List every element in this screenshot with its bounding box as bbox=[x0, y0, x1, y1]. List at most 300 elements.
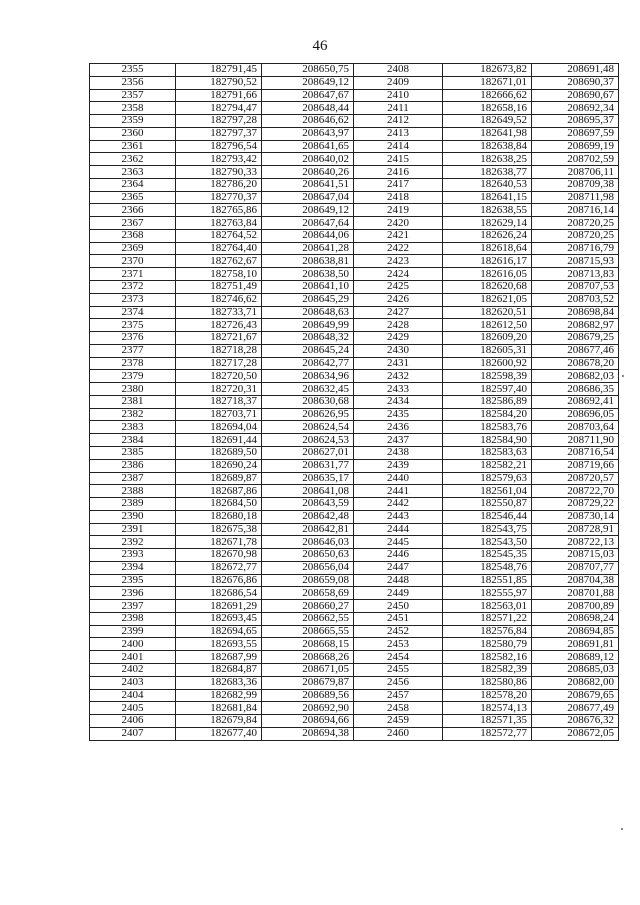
table-row bbox=[90, 89, 619, 102]
y-coordinate-cell: 208690,37 bbox=[532, 76, 619, 89]
y-coordinate-cell: 208641,65 bbox=[262, 140, 354, 153]
y-coordinate-cell: 208638,50 bbox=[262, 268, 354, 281]
point-number-cell: 2377 bbox=[90, 344, 176, 357]
y-coordinate-cell: 208697,59 bbox=[532, 127, 619, 140]
x-coordinate-cell: 182733,71 bbox=[176, 306, 262, 319]
point-number-cell: 2355 bbox=[90, 64, 176, 77]
point-number-cell: 2389 bbox=[90, 498, 176, 511]
x-coordinate-cell: 182546,44 bbox=[443, 510, 532, 523]
y-coordinate-cell: 208630,68 bbox=[262, 395, 354, 408]
y-coordinate-cell: 208641,51 bbox=[262, 178, 354, 191]
table-row bbox=[90, 115, 619, 128]
y-coordinate-cell: 208641,28 bbox=[262, 242, 354, 255]
table-row bbox=[90, 395, 619, 408]
point-number-cell: 2383 bbox=[90, 421, 176, 434]
point-number-cell: 2406 bbox=[90, 715, 176, 728]
x-coordinate-cell: 182794,47 bbox=[176, 102, 262, 115]
point-number-cell: 2374 bbox=[90, 306, 176, 319]
x-coordinate-cell: 182791,45 bbox=[176, 64, 262, 77]
scan-speck bbox=[621, 828, 623, 830]
x-coordinate-cell: 182691,44 bbox=[176, 434, 262, 447]
point-number-cell: 2399 bbox=[90, 625, 176, 638]
table-row bbox=[90, 229, 619, 242]
table-row bbox=[90, 178, 619, 191]
x-coordinate-cell: 182609,20 bbox=[443, 332, 532, 345]
x-coordinate-cell: 182638,25 bbox=[443, 153, 532, 166]
table-row bbox=[90, 472, 619, 485]
y-coordinate-cell: 208682,97 bbox=[532, 319, 619, 332]
point-number-cell: 2460 bbox=[354, 727, 443, 740]
point-number-cell: 2396 bbox=[90, 587, 176, 600]
x-coordinate-cell: 182580,79 bbox=[443, 638, 532, 651]
y-coordinate-cell: 208686,35 bbox=[532, 383, 619, 396]
x-coordinate-cell: 182543,50 bbox=[443, 536, 532, 549]
y-coordinate-cell: 208679,25 bbox=[532, 332, 619, 345]
point-number-cell: 2415 bbox=[354, 153, 443, 166]
point-number-cell: 2437 bbox=[354, 434, 443, 447]
x-coordinate-cell: 182796,54 bbox=[176, 140, 262, 153]
y-coordinate-cell: 208706,11 bbox=[532, 166, 619, 179]
y-coordinate-cell: 208698,24 bbox=[532, 612, 619, 625]
y-coordinate-cell: 208679,65 bbox=[532, 689, 619, 702]
y-coordinate-cell: 208642,77 bbox=[262, 357, 354, 370]
y-coordinate-cell: 208647,04 bbox=[262, 191, 354, 204]
x-coordinate-cell: 182718,28 bbox=[176, 344, 262, 357]
y-coordinate-cell: 208704,38 bbox=[532, 574, 619, 587]
point-number-cell: 2402 bbox=[90, 663, 176, 676]
y-coordinate-cell: 208696,05 bbox=[532, 408, 619, 421]
y-coordinate-cell: 208640,02 bbox=[262, 153, 354, 166]
point-number-cell: 2392 bbox=[90, 536, 176, 549]
point-number-cell: 2458 bbox=[354, 702, 443, 715]
point-number-cell: 2379 bbox=[90, 370, 176, 383]
x-coordinate-cell: 182691,29 bbox=[176, 600, 262, 613]
coordinates-table bbox=[89, 63, 619, 741]
y-coordinate-cell: 208676,32 bbox=[532, 715, 619, 728]
table-row bbox=[90, 446, 619, 459]
table-row bbox=[90, 153, 619, 166]
x-coordinate-cell: 182584,20 bbox=[443, 408, 532, 421]
point-number-cell: 2436 bbox=[354, 421, 443, 434]
point-number-cell: 2393 bbox=[90, 549, 176, 562]
x-coordinate-cell: 182764,52 bbox=[176, 229, 262, 242]
y-coordinate-cell: 208720,25 bbox=[532, 217, 619, 230]
point-number-cell: 2388 bbox=[90, 485, 176, 498]
table-row bbox=[90, 625, 619, 638]
x-coordinate-cell: 182629,14 bbox=[443, 217, 532, 230]
x-coordinate-cell: 182571,35 bbox=[443, 715, 532, 728]
point-number-cell: 2394 bbox=[90, 561, 176, 574]
x-coordinate-cell: 182751,49 bbox=[176, 281, 262, 294]
y-coordinate-cell: 208682,00 bbox=[532, 676, 619, 689]
point-number-cell: 2398 bbox=[90, 612, 176, 625]
x-coordinate-cell: 182666,62 bbox=[443, 89, 532, 102]
x-coordinate-cell: 182694,65 bbox=[176, 625, 262, 638]
y-coordinate-cell: 208720,25 bbox=[532, 229, 619, 242]
point-number-cell: 2395 bbox=[90, 574, 176, 587]
point-number-cell: 2387 bbox=[90, 472, 176, 485]
point-number-cell: 2367 bbox=[90, 217, 176, 230]
x-coordinate-cell: 182543,75 bbox=[443, 523, 532, 536]
x-coordinate-cell: 182687,86 bbox=[176, 485, 262, 498]
point-number-cell: 2407 bbox=[90, 727, 176, 740]
point-number-cell: 2453 bbox=[354, 638, 443, 651]
point-number-cell: 2361 bbox=[90, 140, 176, 153]
table-row bbox=[90, 319, 619, 332]
x-coordinate-cell: 182572,77 bbox=[443, 727, 532, 740]
x-coordinate-cell: 182658,16 bbox=[443, 102, 532, 115]
table-row bbox=[90, 332, 619, 345]
table-row bbox=[90, 64, 619, 77]
x-coordinate-cell: 182791,66 bbox=[176, 89, 262, 102]
x-coordinate-cell: 182649,52 bbox=[443, 115, 532, 128]
y-coordinate-cell: 208642,81 bbox=[262, 523, 354, 536]
y-coordinate-cell: 208650,75 bbox=[262, 64, 354, 77]
x-coordinate-cell: 182684,50 bbox=[176, 498, 262, 511]
y-coordinate-cell: 208624,53 bbox=[262, 434, 354, 447]
table-row bbox=[90, 612, 619, 625]
table-row bbox=[90, 421, 619, 434]
y-coordinate-cell: 208692,90 bbox=[262, 702, 354, 715]
table-row bbox=[90, 676, 619, 689]
point-number-cell: 2359 bbox=[90, 115, 176, 128]
point-number-cell: 2418 bbox=[354, 191, 443, 204]
x-coordinate-cell: 182672,77 bbox=[176, 561, 262, 574]
point-number-cell: 2438 bbox=[354, 446, 443, 459]
y-coordinate-cell: 208702,59 bbox=[532, 153, 619, 166]
x-coordinate-cell: 182583,76 bbox=[443, 421, 532, 434]
point-number-cell: 2365 bbox=[90, 191, 176, 204]
x-coordinate-cell: 182797,28 bbox=[176, 115, 262, 128]
point-number-cell: 2369 bbox=[90, 242, 176, 255]
y-coordinate-cell: 208624,54 bbox=[262, 421, 354, 434]
table-row bbox=[90, 268, 619, 281]
point-number-cell: 2371 bbox=[90, 268, 176, 281]
x-coordinate-cell: 182720,50 bbox=[176, 370, 262, 383]
x-coordinate-cell: 182793,42 bbox=[176, 153, 262, 166]
y-coordinate-cell: 208678,20 bbox=[532, 357, 619, 370]
y-coordinate-cell: 208642,48 bbox=[262, 510, 354, 523]
point-number-cell: 2412 bbox=[354, 115, 443, 128]
x-coordinate-cell: 182790,52 bbox=[176, 76, 262, 89]
point-number-cell: 2442 bbox=[354, 498, 443, 511]
x-coordinate-cell: 182640,53 bbox=[443, 178, 532, 191]
point-number-cell: 2432 bbox=[354, 370, 443, 383]
y-coordinate-cell: 208648,44 bbox=[262, 102, 354, 115]
point-number-cell: 2426 bbox=[354, 293, 443, 306]
y-coordinate-cell: 208689,56 bbox=[262, 689, 354, 702]
y-coordinate-cell: 208643,97 bbox=[262, 127, 354, 140]
x-coordinate-cell: 182686,54 bbox=[176, 587, 262, 600]
point-number-cell: 2429 bbox=[354, 332, 443, 345]
y-coordinate-cell: 208646,03 bbox=[262, 536, 354, 549]
point-number-cell: 2430 bbox=[354, 344, 443, 357]
x-coordinate-cell: 182763,84 bbox=[176, 217, 262, 230]
x-coordinate-cell: 182679,84 bbox=[176, 715, 262, 728]
point-number-cell: 2400 bbox=[90, 638, 176, 651]
x-coordinate-cell: 182671,78 bbox=[176, 536, 262, 549]
point-number-cell: 2363 bbox=[90, 166, 176, 179]
table-row bbox=[90, 536, 619, 549]
x-coordinate-cell: 182545,35 bbox=[443, 549, 532, 562]
point-number-cell: 2382 bbox=[90, 408, 176, 421]
point-number-cell: 2411 bbox=[354, 102, 443, 115]
y-coordinate-cell: 208685,03 bbox=[532, 663, 619, 676]
x-coordinate-cell: 182583,63 bbox=[443, 446, 532, 459]
x-coordinate-cell: 182626,24 bbox=[443, 229, 532, 242]
point-number-cell: 2445 bbox=[354, 536, 443, 549]
point-number-cell: 2425 bbox=[354, 281, 443, 294]
table-row bbox=[90, 549, 619, 562]
table-row bbox=[90, 638, 619, 651]
table-row bbox=[90, 191, 619, 204]
coordinates-table-body bbox=[90, 64, 619, 741]
point-number-cell: 2451 bbox=[354, 612, 443, 625]
y-coordinate-cell: 208647,67 bbox=[262, 89, 354, 102]
y-coordinate-cell: 208677,46 bbox=[532, 344, 619, 357]
x-coordinate-cell: 182580,86 bbox=[443, 676, 532, 689]
x-coordinate-cell: 182790,33 bbox=[176, 166, 262, 179]
point-number-cell: 2409 bbox=[354, 76, 443, 89]
table-row bbox=[90, 459, 619, 472]
table-row bbox=[90, 127, 619, 140]
table-row bbox=[90, 727, 619, 740]
point-number-cell: 2368 bbox=[90, 229, 176, 242]
point-number-cell: 2419 bbox=[354, 204, 443, 217]
y-coordinate-cell: 208715,93 bbox=[532, 255, 619, 268]
y-coordinate-cell: 208672,05 bbox=[532, 727, 619, 740]
x-coordinate-cell: 182548,76 bbox=[443, 561, 532, 574]
point-number-cell: 2413 bbox=[354, 127, 443, 140]
x-coordinate-cell: 182687,99 bbox=[176, 651, 262, 664]
x-coordinate-cell: 182616,17 bbox=[443, 255, 532, 268]
point-number-cell: 2434 bbox=[354, 395, 443, 408]
table-row bbox=[90, 510, 619, 523]
y-coordinate-cell: 208711,90 bbox=[532, 434, 619, 447]
y-coordinate-cell: 208638,81 bbox=[262, 255, 354, 268]
table-row bbox=[90, 293, 619, 306]
point-number-cell: 2422 bbox=[354, 242, 443, 255]
table-row bbox=[90, 344, 619, 357]
y-coordinate-cell: 208716,54 bbox=[532, 446, 619, 459]
point-number-cell: 2446 bbox=[354, 549, 443, 562]
table-row bbox=[90, 242, 619, 255]
y-coordinate-cell: 208644,06 bbox=[262, 229, 354, 242]
x-coordinate-cell: 182682,99 bbox=[176, 689, 262, 702]
y-coordinate-cell: 208650,63 bbox=[262, 549, 354, 562]
y-coordinate-cell: 208716,79 bbox=[532, 242, 619, 255]
x-coordinate-cell: 182582,39 bbox=[443, 663, 532, 676]
point-number-cell: 2444 bbox=[354, 523, 443, 536]
y-coordinate-cell: 208659,08 bbox=[262, 574, 354, 587]
x-coordinate-cell: 182689,87 bbox=[176, 472, 262, 485]
point-number-cell: 2360 bbox=[90, 127, 176, 140]
point-number-cell: 2448 bbox=[354, 574, 443, 587]
x-coordinate-cell: 182576,84 bbox=[443, 625, 532, 638]
y-coordinate-cell: 208690,67 bbox=[532, 89, 619, 102]
point-number-cell: 2385 bbox=[90, 446, 176, 459]
point-number-cell: 2423 bbox=[354, 255, 443, 268]
point-number-cell: 2364 bbox=[90, 178, 176, 191]
y-coordinate-cell: 208641,08 bbox=[262, 485, 354, 498]
y-coordinate-cell: 208662,55 bbox=[262, 612, 354, 625]
x-coordinate-cell: 182764,40 bbox=[176, 242, 262, 255]
point-number-cell: 2427 bbox=[354, 306, 443, 319]
point-number-cell: 2428 bbox=[354, 319, 443, 332]
point-number-cell: 2449 bbox=[354, 587, 443, 600]
y-coordinate-cell: 208719,66 bbox=[532, 459, 619, 472]
y-coordinate-cell: 208649,99 bbox=[262, 319, 354, 332]
y-coordinate-cell: 208711,98 bbox=[532, 191, 619, 204]
page-number: 46 bbox=[312, 38, 328, 54]
table-row bbox=[90, 408, 619, 421]
x-coordinate-cell: 182718,37 bbox=[176, 395, 262, 408]
table-row bbox=[90, 600, 619, 613]
point-number-cell: 2416 bbox=[354, 166, 443, 179]
point-number-cell: 2362 bbox=[90, 153, 176, 166]
x-coordinate-cell: 182758,10 bbox=[176, 268, 262, 281]
y-coordinate-cell: 208694,38 bbox=[262, 727, 354, 740]
y-coordinate-cell: 208647,64 bbox=[262, 217, 354, 230]
x-coordinate-cell: 182550,87 bbox=[443, 498, 532, 511]
table-row bbox=[90, 663, 619, 676]
y-coordinate-cell: 208626,95 bbox=[262, 408, 354, 421]
table-row bbox=[90, 281, 619, 294]
y-coordinate-cell: 208722,70 bbox=[532, 485, 619, 498]
x-coordinate-cell: 182597,40 bbox=[443, 383, 532, 396]
y-coordinate-cell: 208703,52 bbox=[532, 293, 619, 306]
table-row bbox=[90, 166, 619, 179]
point-number-cell: 2452 bbox=[354, 625, 443, 638]
x-coordinate-cell: 182684,87 bbox=[176, 663, 262, 676]
x-coordinate-cell: 182703,71 bbox=[176, 408, 262, 421]
x-coordinate-cell: 182561,04 bbox=[443, 485, 532, 498]
point-number-cell: 2435 bbox=[354, 408, 443, 421]
y-coordinate-cell: 208689,12 bbox=[532, 651, 619, 664]
y-coordinate-cell: 208699,19 bbox=[532, 140, 619, 153]
x-coordinate-cell: 182670,98 bbox=[176, 549, 262, 562]
x-coordinate-cell: 182620,68 bbox=[443, 281, 532, 294]
table-row bbox=[90, 689, 619, 702]
y-coordinate-cell: 208646,62 bbox=[262, 115, 354, 128]
y-coordinate-cell: 208729,22 bbox=[532, 498, 619, 511]
x-coordinate-cell: 182681,84 bbox=[176, 702, 262, 715]
x-coordinate-cell: 182618,64 bbox=[443, 242, 532, 255]
y-coordinate-cell: 208700,89 bbox=[532, 600, 619, 613]
table-row bbox=[90, 574, 619, 587]
x-coordinate-cell: 182638,84 bbox=[443, 140, 532, 153]
point-number-cell: 2456 bbox=[354, 676, 443, 689]
point-number-cell: 2431 bbox=[354, 357, 443, 370]
x-coordinate-cell: 182721,67 bbox=[176, 332, 262, 345]
point-number-cell: 2397 bbox=[90, 600, 176, 613]
x-coordinate-cell: 182765,86 bbox=[176, 204, 262, 217]
x-coordinate-cell: 182673,82 bbox=[443, 64, 532, 77]
y-coordinate-cell: 208641,10 bbox=[262, 281, 354, 294]
point-number-cell: 2405 bbox=[90, 702, 176, 715]
x-coordinate-cell: 182689,50 bbox=[176, 446, 262, 459]
y-coordinate-cell: 208658,69 bbox=[262, 587, 354, 600]
y-coordinate-cell: 208656,04 bbox=[262, 561, 354, 574]
x-coordinate-cell: 182579,63 bbox=[443, 472, 532, 485]
table-row bbox=[90, 306, 619, 319]
point-number-cell: 2440 bbox=[354, 472, 443, 485]
table-row bbox=[90, 587, 619, 600]
y-coordinate-cell: 208682,03 bbox=[532, 370, 619, 383]
y-coordinate-cell: 208671,05 bbox=[262, 663, 354, 676]
y-coordinate-cell: 208692,41 bbox=[532, 395, 619, 408]
point-number-cell: 2414 bbox=[354, 140, 443, 153]
table-row bbox=[90, 357, 619, 370]
table-row bbox=[90, 255, 619, 268]
y-coordinate-cell: 208665,55 bbox=[262, 625, 354, 638]
y-coordinate-cell: 208648,32 bbox=[262, 332, 354, 345]
x-coordinate-cell: 182641,98 bbox=[443, 127, 532, 140]
point-number-cell: 2403 bbox=[90, 676, 176, 689]
x-coordinate-cell: 182671,01 bbox=[443, 76, 532, 89]
y-coordinate-cell: 208707,53 bbox=[532, 281, 619, 294]
table-row bbox=[90, 76, 619, 89]
y-coordinate-cell: 208715,03 bbox=[532, 549, 619, 562]
x-coordinate-cell: 182584,90 bbox=[443, 434, 532, 447]
point-number-cell: 2450 bbox=[354, 600, 443, 613]
point-number-cell: 2404 bbox=[90, 689, 176, 702]
point-number-cell: 2439 bbox=[354, 459, 443, 472]
table-row bbox=[90, 370, 619, 383]
point-number-cell: 2370 bbox=[90, 255, 176, 268]
y-coordinate-cell: 208691,48 bbox=[532, 64, 619, 77]
x-coordinate-cell: 182797,37 bbox=[176, 127, 262, 140]
x-coordinate-cell: 182600,92 bbox=[443, 357, 532, 370]
table-row bbox=[90, 498, 619, 511]
y-coordinate-cell: 208627,01 bbox=[262, 446, 354, 459]
y-coordinate-cell: 208643,59 bbox=[262, 498, 354, 511]
point-number-cell: 2376 bbox=[90, 332, 176, 345]
table-row bbox=[90, 715, 619, 728]
scan-speck bbox=[622, 375, 624, 377]
y-coordinate-cell: 208635,17 bbox=[262, 472, 354, 485]
y-coordinate-cell: 208631,77 bbox=[262, 459, 354, 472]
point-number-cell: 2391 bbox=[90, 523, 176, 536]
y-coordinate-cell: 208640,26 bbox=[262, 166, 354, 179]
x-coordinate-cell: 182683,36 bbox=[176, 676, 262, 689]
y-coordinate-cell: 208701,88 bbox=[532, 587, 619, 600]
point-number-cell: 2433 bbox=[354, 383, 443, 396]
x-coordinate-cell: 182582,16 bbox=[443, 651, 532, 664]
point-number-cell: 2378 bbox=[90, 357, 176, 370]
y-coordinate-cell: 208695,37 bbox=[532, 115, 619, 128]
point-number-cell: 2447 bbox=[354, 561, 443, 574]
x-coordinate-cell: 182726,43 bbox=[176, 319, 262, 332]
x-coordinate-cell: 182641,15 bbox=[443, 191, 532, 204]
x-coordinate-cell: 182598,39 bbox=[443, 370, 532, 383]
x-coordinate-cell: 182621,05 bbox=[443, 293, 532, 306]
point-number-cell: 2386 bbox=[90, 459, 176, 472]
y-coordinate-cell: 208691,81 bbox=[532, 638, 619, 651]
x-coordinate-cell: 182746,62 bbox=[176, 293, 262, 306]
x-coordinate-cell: 182563,01 bbox=[443, 600, 532, 613]
x-coordinate-cell: 182694,04 bbox=[176, 421, 262, 434]
point-number-cell: 2380 bbox=[90, 383, 176, 396]
point-number-cell: 2373 bbox=[90, 293, 176, 306]
point-number-cell: 2381 bbox=[90, 395, 176, 408]
point-number-cell: 2441 bbox=[354, 485, 443, 498]
point-number-cell: 2410 bbox=[354, 89, 443, 102]
table-row bbox=[90, 434, 619, 447]
y-coordinate-cell: 208692,34 bbox=[532, 102, 619, 115]
y-coordinate-cell: 208677,49 bbox=[532, 702, 619, 715]
x-coordinate-cell: 182786,20 bbox=[176, 178, 262, 191]
